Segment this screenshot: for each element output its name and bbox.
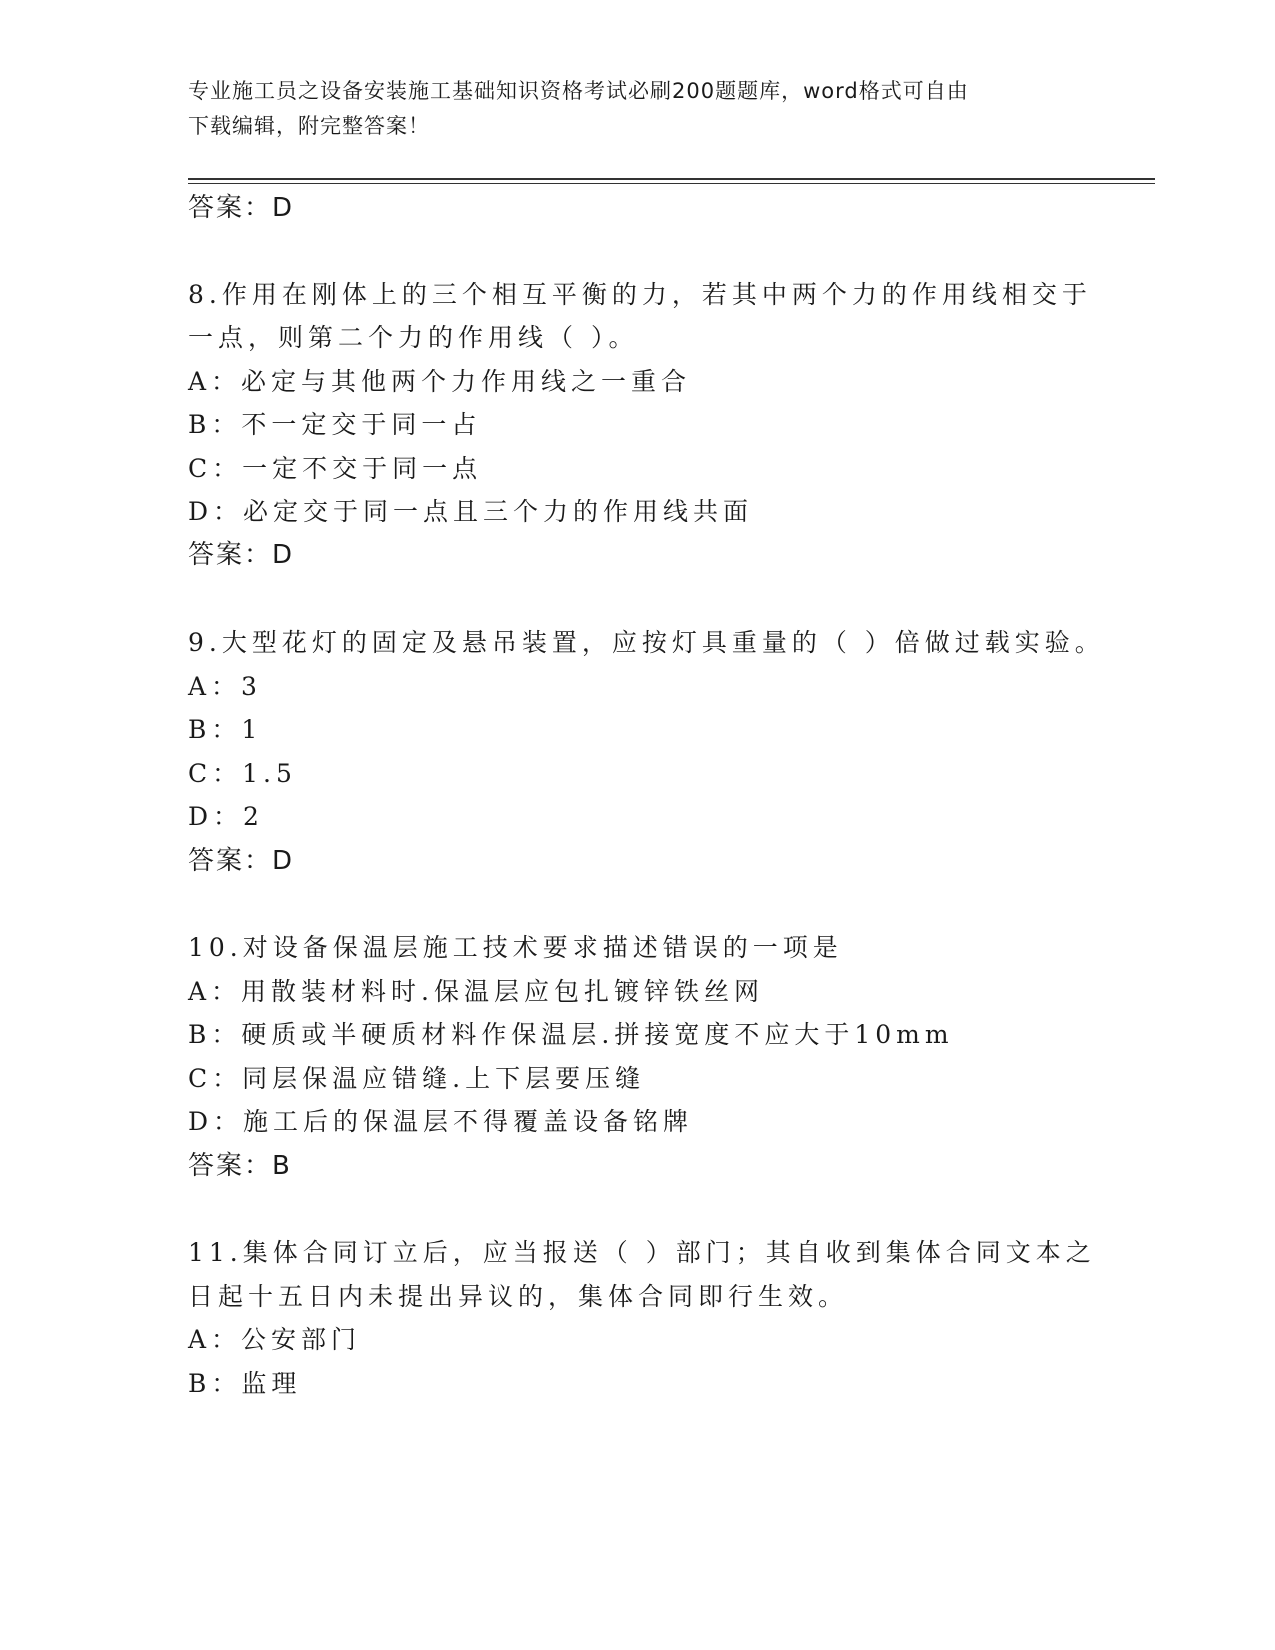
- document-header: [188, 74, 1068, 144]
- question-stem-line: 9.大型花灯的固定及悬吊装置，应按灯具重量的（ ）倍做过载实验。: [188, 628, 1105, 657]
- previous-answer: 答案：D: [188, 193, 295, 223]
- header-line-2: 下载编辑，附完整答案！: [188, 114, 430, 138]
- answer-line: 答案：D: [188, 846, 295, 876]
- option-d: D：2: [188, 802, 264, 831]
- question-stem-line: 8.作用在刚体上的三个相互平衡的力，若其中两个力的作用线相交于: [188, 280, 1092, 309]
- option-c: C：1.5: [188, 759, 297, 788]
- option-d: D：必定交于同一点且三个力的作用线共面: [188, 497, 754, 526]
- option-c: C：一定不交于同一点: [188, 454, 483, 483]
- question-stem-line: 一点，则第二个力的作用线（ ）。: [188, 323, 639, 352]
- question-stem-line: 日起十五日内未提出异议的，集体合同即行生效。: [188, 1282, 849, 1311]
- header-divider-thin: [188, 183, 1155, 184]
- option-a: A：公安部门: [188, 1325, 362, 1354]
- option-d: D：施工后的保温层不得覆盖设备铭牌: [188, 1107, 694, 1136]
- answer-line: 答案：B: [188, 1151, 292, 1181]
- option-a: A：3: [188, 672, 262, 701]
- question-stem-line: 11.集体合同订立后，应当报送（ ）部门；其自收到集体合同文本之: [188, 1238, 1096, 1267]
- option-a: A：用散装材料时.保温层应包扎镀锌铁丝网: [188, 977, 765, 1006]
- option-b: B：不一定交于同一占: [188, 410, 482, 439]
- option-b: B：硬质或半硬质材料作保温层.拼接宽度不应大于10mm: [188, 1020, 954, 1049]
- question-stem-line: 10.对设备保温层施工技术要求描述错误的一项是: [188, 933, 843, 962]
- header-divider-thick: [188, 178, 1155, 180]
- option-a: A：必定与其他两个力作用线之一重合: [188, 367, 692, 396]
- answer-line: 答案：D: [188, 540, 295, 570]
- option-b: B：1: [188, 715, 263, 744]
- option-b: B：监理: [188, 1369, 302, 1398]
- option-c: C：同层保温应错缝.上下层要压缝: [188, 1064, 646, 1093]
- header-line-1: 专业施工员之设备安装施工基础知识资格考试必刷200题题库，word格式可自由: [188, 79, 969, 103]
